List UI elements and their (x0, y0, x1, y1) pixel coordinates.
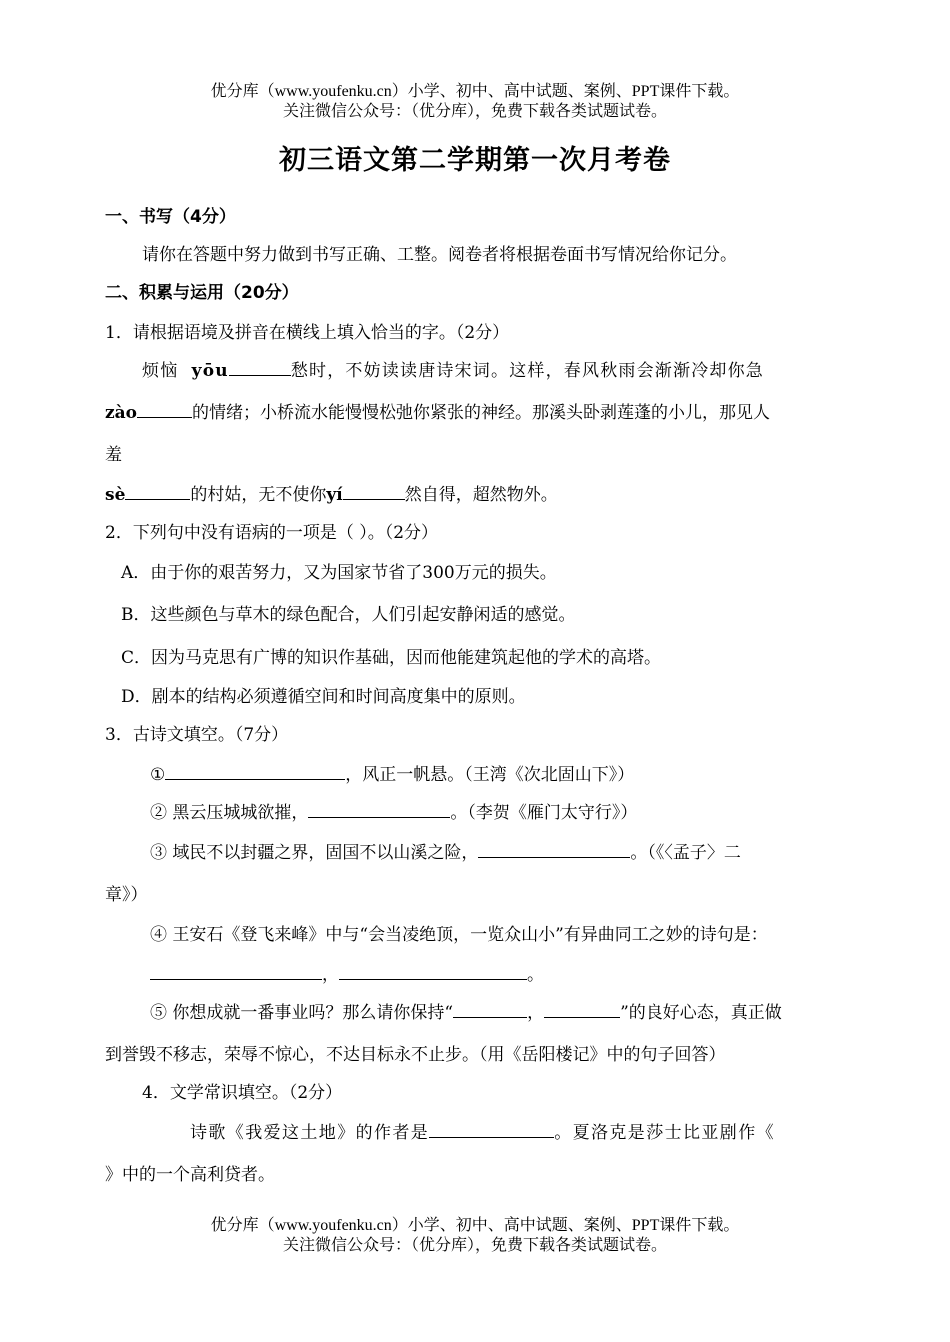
q1-stem: 1．请根据语境及拼音在横线上填入恰当的字。（2分） (105, 323, 510, 343)
q2-option-d: D．剧本的结构必须遵循空间和时间高度集中的原则。 (121, 687, 526, 707)
q3-item-5-text-b: ”的良好心态，真正做 (620, 1003, 782, 1023)
q1-line-1 (142, 356, 764, 381)
q2-option-c: C．因为马克思有广博的知识作基础，因而他能建筑起他的学术的高塔。 (121, 648, 662, 668)
q4-text-1b: 。夏洛克是莎士比亚剧作《 (554, 1123, 776, 1143)
section-1-heading: 一、书写（4分） (105, 207, 236, 227)
q1-blank-4[interactable] (343, 483, 405, 500)
q3-item-2 (150, 798, 637, 823)
q1-text-4b: 然自得，超然物外。 (404, 485, 558, 505)
q1-pinyin-1: yōu (191, 361, 229, 381)
q1-text-1b: 愁时，不妨读读唐诗宋词。这样，春风秋雨会渐渐冷却你急 (290, 361, 765, 381)
q1-line-2 (105, 398, 770, 423)
q3-item-1 (150, 760, 634, 785)
q3-item-5 (150, 998, 782, 1023)
q3-item-4-end: 。 (527, 965, 544, 985)
q3-blank-5b[interactable] (544, 1001, 620, 1018)
q1-blank-1[interactable] (229, 359, 291, 376)
q3-item-5-text-a: ⑤ 你想成就一番事业吗？那么请你保持“ (150, 1003, 454, 1023)
q3-item-1-text: ，风正一帆悬。（王湾《次北固山下》） (345, 765, 635, 785)
q2-option-a: A．由于你的艰苦努力，又为国家节省了300万元的损失。 (121, 563, 557, 583)
q3-blank-4b[interactable] (339, 963, 527, 980)
q4-line-2: 》中的一个高利贷者。 (105, 1165, 275, 1185)
section-2-heading: 二、积累与运用（20分） (105, 283, 299, 303)
q1-line-4 (105, 480, 558, 505)
footer-line-2: 关注微信公众号：（优分库），免费下载各类试题试卷。 (282, 1237, 667, 1254)
q1-blank-3[interactable] (125, 483, 190, 500)
q3-item-3-text-a: ③ 域民不以封疆之界，固国不以山溪之险， (150, 843, 479, 863)
q1-text-1a: 烦恼 (142, 361, 179, 381)
q1-text-2: 的情绪；小桥流水能慢慢松弛你紧张的神经。那溪头卧剥莲蓬的小儿，那见人 (192, 403, 771, 423)
header-line-2: 关注微信公众号：（优分库），免费下载各类试题试卷。 (282, 103, 667, 120)
footer-line-1: 优分库（www.youfenku.cn）小学、初中、高中试题、案例、PPT课件下载。 (210, 1217, 740, 1234)
q3-blank-5a[interactable] (453, 1001, 527, 1018)
q1-pinyin-2: zào (105, 403, 138, 423)
q3-stem: 3．古诗文填空。（7分） (105, 725, 289, 745)
q4-line-1 (190, 1118, 775, 1143)
q3-item-2-text-a: ② 黑云压城城欲摧， (150, 803, 309, 823)
q4-blank-1[interactable] (429, 1121, 554, 1138)
page-title: 初三语文第二学期第一次月考卷 (279, 145, 671, 176)
q3-blank-4a[interactable] (150, 963, 322, 980)
q3-item-5-sep: ， (527, 1003, 545, 1023)
q3-blank-3[interactable] (478, 841, 630, 858)
q3-item-4-sep: ， (322, 965, 339, 985)
q3-item-3-cont: 章》） (105, 885, 148, 905)
q3-item-4-answers (150, 960, 544, 985)
q1-pinyin-4: yí (326, 485, 343, 505)
q3-item-5-cont: 到誉毁不移志，荣辱不惊心，不达目标永不止步。（用《岳阳楼记》中的句子回答） (105, 1045, 726, 1065)
q4-text-1a: 诗歌《我爱这土地》的作者是 (190, 1123, 430, 1143)
q3-item-4: ④ 王安石《登飞来峰》中与“会当凌绝顶，一览众山小”有异曲同工之妙的诗句是： (150, 925, 768, 945)
q3-blank-2[interactable] (308, 801, 450, 818)
q3-item-3 (150, 838, 741, 863)
q3-item-1-num: ① (150, 765, 166, 785)
q3-item-2-text-b: 。（李贺《雁门太守行》） (450, 803, 638, 823)
q1-text-4a: 的村姑，无不使你 (190, 485, 327, 505)
section-1-body: 请你在答题中努力做到书写正确、工整。阅卷者将根据卷面书写情况给你记分。 (142, 245, 737, 265)
q4-stem: 4．文学常识填空。（2分） (142, 1083, 343, 1103)
header-line-1: 优分库（www.youfenku.cn）小学、初中、高中试题、案例、PPT课件下载。 (210, 83, 740, 100)
q2-option-b: B．这些颜色与草木的绿色配合，人们引起安静闲适的感觉。 (121, 605, 576, 625)
q1-blank-2[interactable] (137, 401, 192, 418)
q3-blank-1[interactable] (165, 763, 345, 780)
q1-line-3: 羞 (105, 445, 122, 465)
q2-stem: 2．下列句中没有语病的一项是（ ）。（2分） (105, 523, 439, 543)
q1-pinyin-3: sè (105, 485, 126, 505)
q3-item-3-text-b: 。（《〈孟子〉二 (630, 843, 741, 863)
